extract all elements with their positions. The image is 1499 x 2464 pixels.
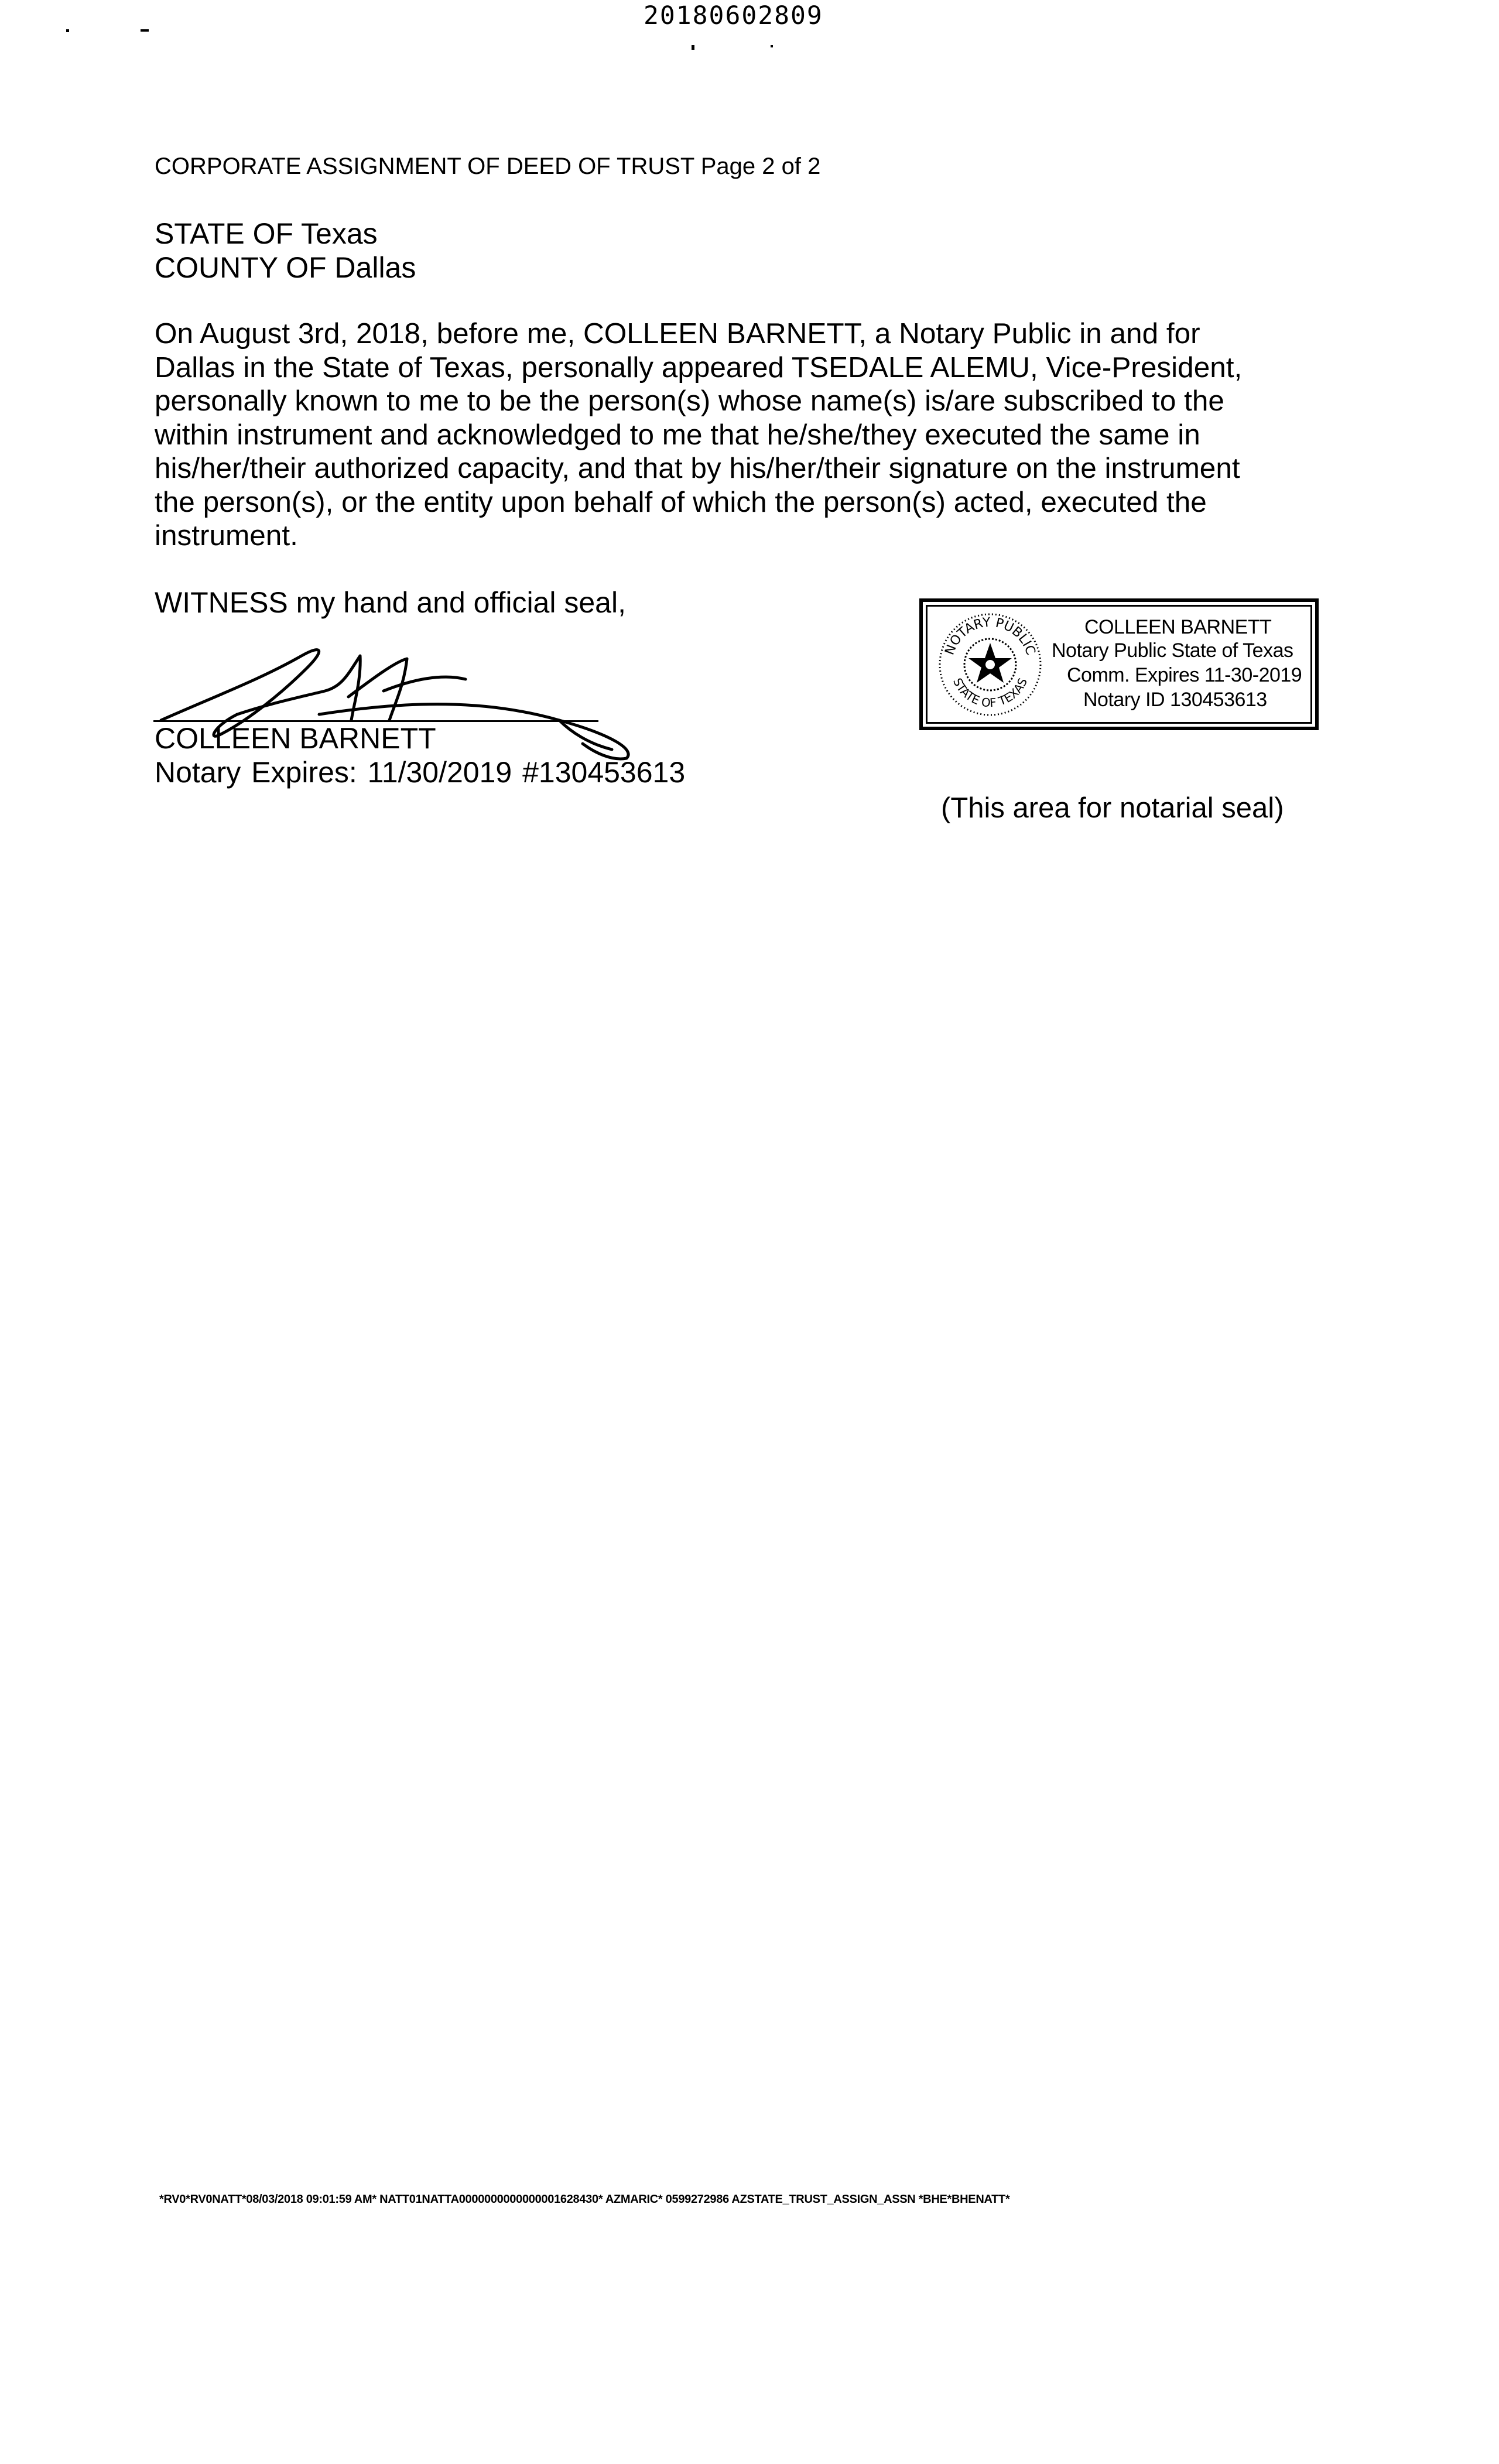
notary-name: COLLEEN BARNETT: [155, 722, 436, 755]
seal-title: Notary Public State of Texas: [1052, 639, 1293, 662]
paragraph-line: Dallas in the State of Texas, personally appeared TSEDALE ALEMU, Vice-President,: [155, 351, 1243, 384]
paragraph-line: personally known to me to be the person(s) whose name(s) is/are subscribed to the: [155, 385, 1224, 417]
seal-expires: Comm. Expires 11-30-2019: [1067, 664, 1302, 686]
seal-notary-id: Notary ID 130453613: [1083, 689, 1267, 711]
seal-arc-bottom: STATE OF TEXAS: [950, 676, 1031, 710]
venue-state: STATE OF Texas: [155, 217, 378, 250]
document-number: 20180602809: [644, 1, 823, 30]
texas-star-seal-icon: [935, 609, 1046, 720]
acknowledgment-paragraph: [155, 317, 1279, 553]
venue-county: COUNTY OF Dallas: [155, 251, 416, 284]
paragraph-line: instrument.: [155, 519, 298, 552]
seal-area-caption: (This area for notarial seal): [941, 792, 1284, 824]
paragraph-line: the person(s), or the entity upon behalf of which the person(s) acted, executed the: [155, 485, 1207, 518]
paragraph-line: his/her/their authorized capacity, and that by his/her/their signature on the instrument: [155, 452, 1240, 484]
notary-expiration: Notary Expires: 11/30/2019 #130453613: [155, 756, 686, 789]
paragraph-line: within instrument and acknowledged to me that he/she/they executed the same in: [155, 418, 1200, 451]
scan-mark: [141, 29, 149, 32]
notary-seal-stamp: [919, 598, 1319, 730]
paragraph-line: On August 3rd, 2018, before me, COLLEEN BARNETT, a Notary Public in and for: [155, 317, 1200, 350]
scan-mark: [771, 45, 773, 47]
scan-mark: [692, 45, 694, 50]
page-header: CORPORATE ASSIGNMENT OF DEED OF TRUST Page 2 of 2: [155, 153, 821, 179]
recording-footer-code: *RV0*RV0NATT*08/03/2018 09:01:59 AM* NATT01NATTA0000000000000001628430* AZMARIC* 0599272986 AZSTATE_TRUST_ASSIGN_ASSN *BHE*BHENATT*: [159, 2193, 1010, 2206]
seal-name: COLLEEN BARNETT: [1084, 616, 1272, 638]
scan-mark: [66, 29, 69, 32]
seal-arc-top: NOTARY PUBLIC: [942, 615, 1038, 657]
witness-line: WITNESS my hand and official seal,: [155, 586, 626, 619]
svg-text:STATE OF TEXAS: [950, 676, 1030, 710]
